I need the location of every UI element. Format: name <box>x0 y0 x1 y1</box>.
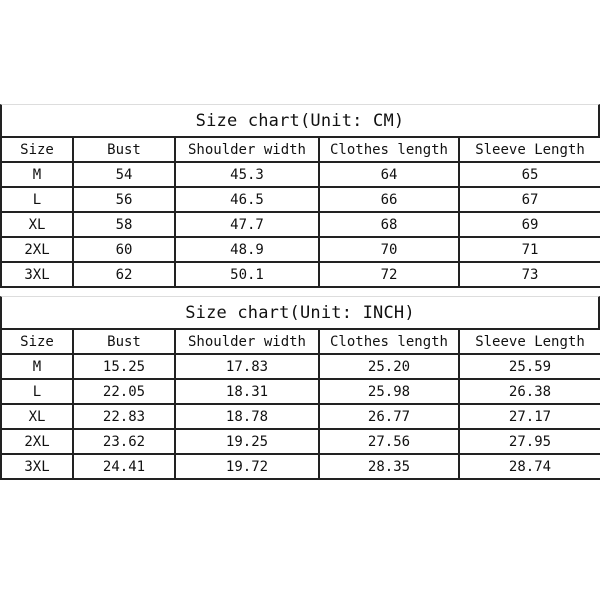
cell-clothes-length: 72 <box>319 262 459 287</box>
table-row <box>1 454 600 479</box>
cell-size: 2XL <box>1 237 73 262</box>
cell-size: 3XL <box>1 454 73 479</box>
cell-shoulder-width: 17.83 <box>175 354 319 379</box>
cell-size: XL <box>1 404 73 429</box>
header-shoulder-width: Shoulder width <box>175 329 319 354</box>
cell-clothes-length: 28.35 <box>319 454 459 479</box>
cell-clothes-length: 68 <box>319 212 459 237</box>
cell-sleeve-length: 25.59 <box>459 354 600 379</box>
cell-size: L <box>1 187 73 212</box>
table-row <box>1 379 600 404</box>
cell-size: 3XL <box>1 262 73 287</box>
cell-shoulder-width: 47.7 <box>175 212 319 237</box>
cell-bust: 54 <box>73 162 175 187</box>
cell-bust: 22.83 <box>73 404 175 429</box>
cell-size: XL <box>1 212 73 237</box>
header-sleeve-length: Sleeve Length <box>459 137 600 162</box>
table-row <box>1 262 600 287</box>
chart-title-inch: Size chart(Unit: INCH) <box>0 296 600 328</box>
header-size: Size <box>1 329 73 354</box>
cell-clothes-length: 66 <box>319 187 459 212</box>
cell-bust: 22.05 <box>73 379 175 404</box>
header-shoulder-width: Shoulder width <box>175 137 319 162</box>
size-chart-inch <box>0 296 600 480</box>
header-clothes-length: Clothes length <box>319 329 459 354</box>
size-table-inch <box>0 328 600 480</box>
size-table-cm <box>0 136 600 288</box>
cell-sleeve-length: 71 <box>459 237 600 262</box>
cell-bust: 23.62 <box>73 429 175 454</box>
cell-bust: 58 <box>73 212 175 237</box>
header-sleeve-length: Sleeve Length <box>459 329 600 354</box>
header-row <box>1 137 600 162</box>
chart-title-cm: Size chart(Unit: CM) <box>0 104 600 136</box>
cell-sleeve-length: 65 <box>459 162 600 187</box>
cell-size: 2XL <box>1 429 73 454</box>
cell-sleeve-length: 27.17 <box>459 404 600 429</box>
cell-shoulder-width: 19.25 <box>175 429 319 454</box>
cell-bust: 15.25 <box>73 354 175 379</box>
table-row <box>1 162 600 187</box>
cell-clothes-length: 26.77 <box>319 404 459 429</box>
table-row <box>1 354 600 379</box>
cell-size: M <box>1 162 73 187</box>
cell-shoulder-width: 50.1 <box>175 262 319 287</box>
header-bust: Bust <box>73 137 175 162</box>
cell-sleeve-length: 26.38 <box>459 379 600 404</box>
cell-bust: 60 <box>73 237 175 262</box>
cell-bust: 62 <box>73 262 175 287</box>
header-clothes-length: Clothes length <box>319 137 459 162</box>
cell-bust: 56 <box>73 187 175 212</box>
cell-size: L <box>1 379 73 404</box>
table-row <box>1 187 600 212</box>
cell-sleeve-length: 67 <box>459 187 600 212</box>
cell-clothes-length: 27.56 <box>319 429 459 454</box>
cell-shoulder-width: 18.31 <box>175 379 319 404</box>
cell-shoulder-width: 48.9 <box>175 237 319 262</box>
cell-sleeve-length: 73 <box>459 262 600 287</box>
table-row <box>1 212 600 237</box>
cell-shoulder-width: 46.5 <box>175 187 319 212</box>
header-row <box>1 329 600 354</box>
table-row <box>1 237 600 262</box>
size-chart-cm <box>0 104 600 288</box>
cell-size: M <box>1 354 73 379</box>
cell-clothes-length: 64 <box>319 162 459 187</box>
cell-sleeve-length: 28.74 <box>459 454 600 479</box>
header-size: Size <box>1 137 73 162</box>
cell-shoulder-width: 19.72 <box>175 454 319 479</box>
table-row <box>1 429 600 454</box>
header-bust: Bust <box>73 329 175 354</box>
cell-sleeve-length: 27.95 <box>459 429 600 454</box>
cell-clothes-length: 25.98 <box>319 379 459 404</box>
cell-shoulder-width: 18.78 <box>175 404 319 429</box>
cell-clothes-length: 25.20 <box>319 354 459 379</box>
cell-sleeve-length: 69 <box>459 212 600 237</box>
cell-bust: 24.41 <box>73 454 175 479</box>
table-row <box>1 404 600 429</box>
cell-clothes-length: 70 <box>319 237 459 262</box>
cell-shoulder-width: 45.3 <box>175 162 319 187</box>
